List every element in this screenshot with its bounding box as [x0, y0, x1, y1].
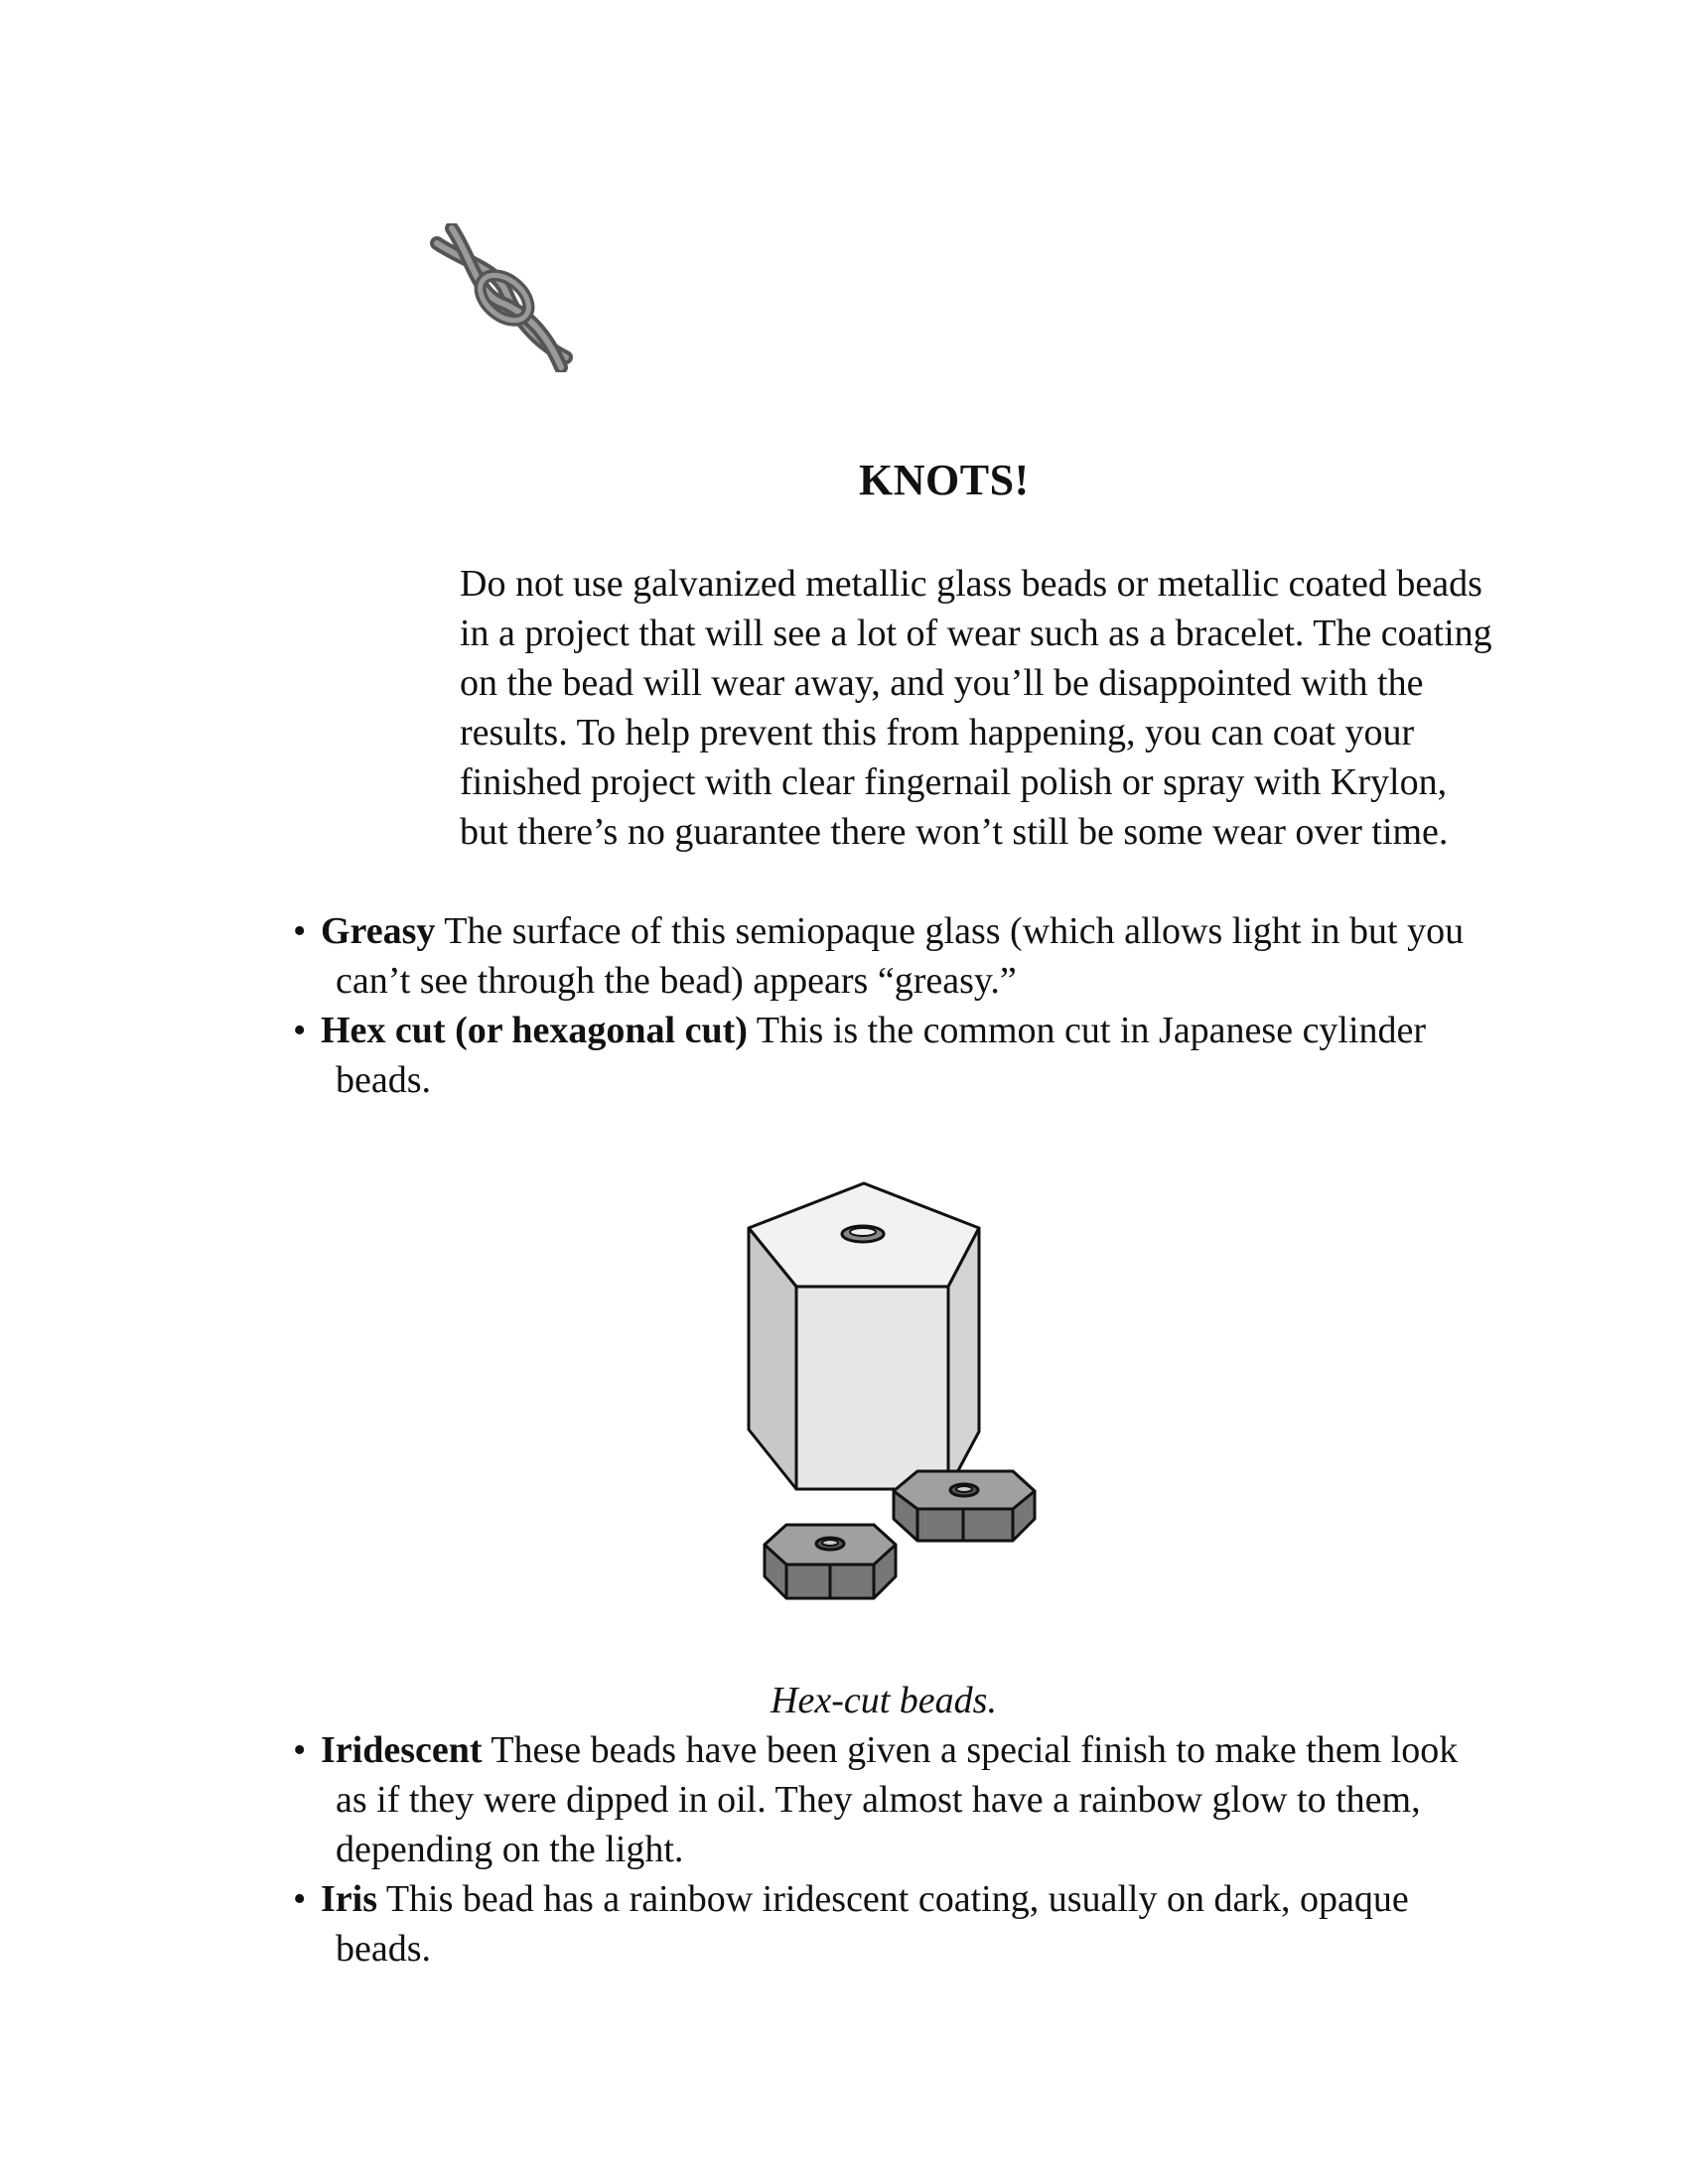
glossary-entry-iridescent	[293, 1725, 1484, 1874]
glossary-entry-iris	[293, 1874, 1484, 1974]
entry-text: This is the common cut in Japanese cylinder beads.	[336, 1010, 1427, 1101]
sidebar-body: Do not use galvanized metallic glass beads or metallic coated beads in a project that will see a lot of wear such as a bracelet. The coating on the bead will wear away, and you’ll be disappointed with the results. To help prevent this from happening, you can coat your finished project with clear fingernail polish or spray with Krylon, but there’s no guarantee there won’t still be some wear over time.	[460, 563, 1492, 853]
entry-term: Hex cut (or hexagonal cut)	[321, 1010, 748, 1051]
entry-term: Iris	[321, 1878, 377, 1920]
hex-cut-beads-illustration	[735, 1171, 1053, 1608]
bullet: •	[293, 1010, 307, 1051]
entry-text: The surface of this semiopaque glass (which allows light in but you can’t see through the bead) appears “greasy.”	[336, 910, 1465, 1002]
bullet: •	[293, 910, 307, 952]
knot-icon	[427, 223, 576, 372]
glossary-entry-greasy	[293, 906, 1484, 1006]
bullet: •	[293, 1878, 307, 1920]
entry-text: This bead has a rainbow iridescent coating, usually on dark, opaque beads.	[336, 1878, 1409, 1970]
entry-term: Iridescent	[321, 1729, 483, 1771]
glossary-entry-hex-cut	[293, 1006, 1484, 1105]
sidebar-title: KNOTS!	[859, 456, 1030, 504]
entry-text: These beads have been given a special finish to make them look as if they were dipped in oil. They almost have a rainbow glow to them, depending on the light.	[336, 1729, 1459, 1870]
figure-caption: Hex-cut beads.	[771, 1680, 997, 1721]
entry-term: Greasy	[321, 910, 436, 952]
glossary-entries-top	[293, 906, 1484, 1105]
bullet: •	[293, 1729, 307, 1771]
glossary-entries-bottom	[293, 1725, 1484, 1974]
